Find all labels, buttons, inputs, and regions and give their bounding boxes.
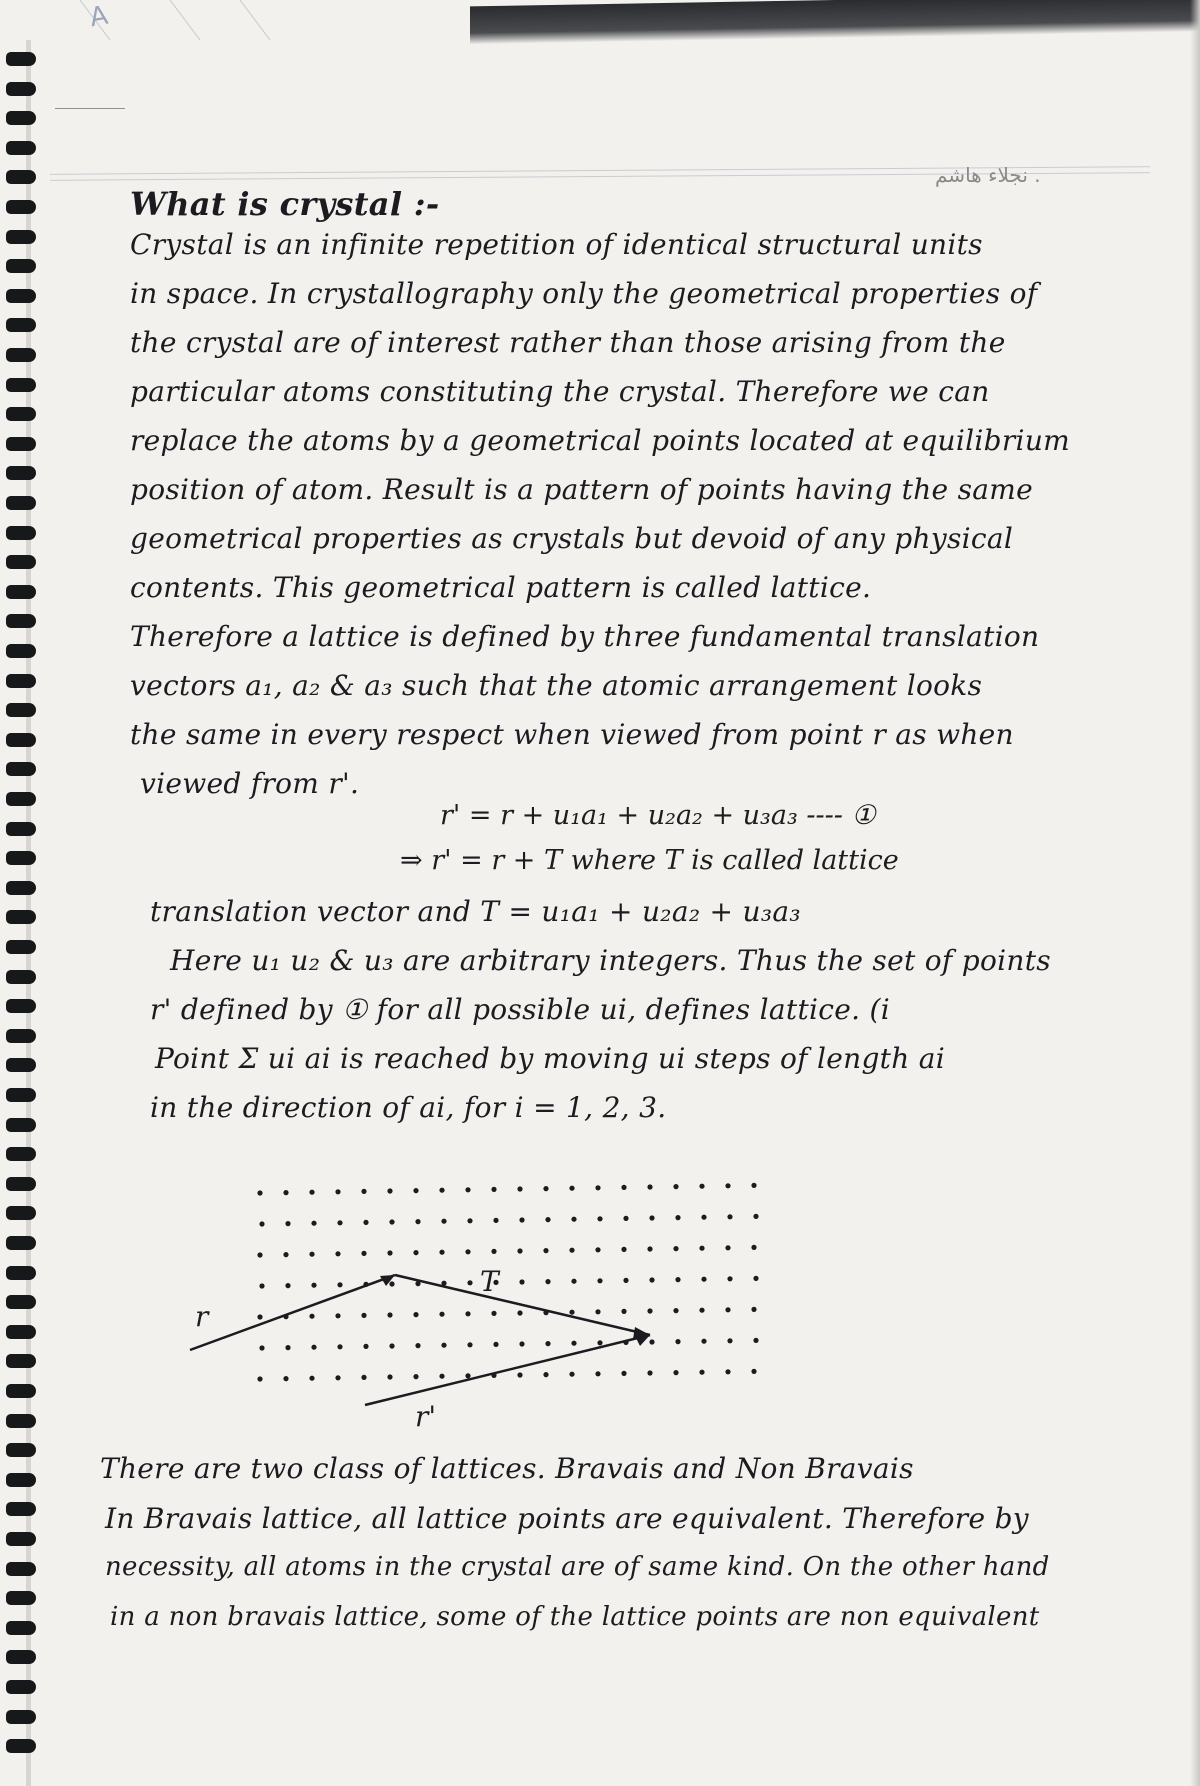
lattice-point bbox=[571, 1217, 576, 1222]
lattice-diagram bbox=[180, 1175, 840, 1425]
lattice-point bbox=[597, 1216, 602, 1221]
paragraph-line: in space. In crystallography only the geometrical properties of bbox=[130, 277, 1038, 310]
lattice-point bbox=[649, 1215, 654, 1220]
lattice-point bbox=[595, 1185, 600, 1190]
lattice-point bbox=[387, 1374, 392, 1379]
lattice-point bbox=[363, 1344, 368, 1349]
vector-r-arrow bbox=[190, 1275, 395, 1350]
lattice-point bbox=[283, 1376, 288, 1381]
lattice-point bbox=[675, 1215, 680, 1220]
corner-mark: A bbox=[87, 0, 111, 34]
vector-r-prime-arrowhead bbox=[635, 1335, 650, 1346]
lattice-point bbox=[751, 1369, 756, 1374]
lattice-point bbox=[311, 1283, 316, 1288]
label-r: r bbox=[195, 1300, 209, 1333]
lattice-point bbox=[753, 1214, 758, 1219]
lattice-point bbox=[439, 1312, 444, 1317]
lattice-point bbox=[623, 1216, 628, 1221]
lattice-point bbox=[259, 1221, 264, 1226]
lattice-point bbox=[699, 1308, 704, 1313]
paragraph-line: geometrical properties as crystals but devoid of any physical bbox=[130, 522, 1014, 555]
lattice-point bbox=[543, 1372, 548, 1377]
lattice-point bbox=[517, 1186, 522, 1191]
paragraph-line: There are two class of lattices. Bravais and Non Bravais bbox=[100, 1452, 914, 1485]
lattice-point bbox=[413, 1250, 418, 1255]
equation-1: r' = r + u₁a₁ + u₂a₂ + u₃a₃ ---- ① bbox=[440, 800, 876, 831]
paragraph-line: particular atoms constituting the crystal. Therefore we can bbox=[130, 375, 990, 408]
lattice-point bbox=[647, 1308, 652, 1313]
lattice-point bbox=[491, 1311, 496, 1316]
paragraph-line: Crystal is an infinite repetition of identical structural units bbox=[130, 228, 983, 261]
lattice-point bbox=[517, 1310, 522, 1315]
lattice-point bbox=[439, 1250, 444, 1255]
lattice-point bbox=[337, 1220, 342, 1225]
paragraph-line: in the direction of ai, for i = 1, 2, 3. bbox=[150, 1091, 667, 1124]
lattice-point bbox=[309, 1252, 314, 1257]
lattice-point bbox=[621, 1309, 626, 1314]
lattice-point bbox=[699, 1370, 704, 1375]
paragraph-line: the crystal are of interest rather than those arising from the bbox=[130, 326, 1006, 359]
lattice-point bbox=[569, 1372, 574, 1377]
lattice-point bbox=[389, 1219, 394, 1224]
lattice-point bbox=[647, 1370, 652, 1375]
paragraph-line: replace the atoms by a geometrical points located at equilibrium bbox=[130, 424, 1070, 457]
lattice-point bbox=[595, 1247, 600, 1252]
lattice-points bbox=[257, 1183, 758, 1382]
lattice-point bbox=[257, 1252, 262, 1257]
lattice-point bbox=[673, 1246, 678, 1251]
lattice-point bbox=[257, 1190, 262, 1195]
lattice-point bbox=[283, 1190, 288, 1195]
lattice-point bbox=[751, 1307, 756, 1312]
lattice-point bbox=[569, 1186, 574, 1191]
lattice-point bbox=[465, 1373, 470, 1378]
lattice-point bbox=[283, 1252, 288, 1257]
lattice-point bbox=[701, 1215, 706, 1220]
paragraph-line: the same in every respect when viewed from point r as when bbox=[130, 718, 1014, 751]
lattice-point bbox=[543, 1248, 548, 1253]
lattice-point bbox=[699, 1246, 704, 1251]
lattice-point bbox=[595, 1309, 600, 1314]
lattice-point bbox=[257, 1314, 262, 1319]
lattice-point bbox=[309, 1314, 314, 1319]
lattice-point bbox=[259, 1283, 264, 1288]
lattice-point bbox=[335, 1189, 340, 1194]
lattice-point bbox=[335, 1313, 340, 1318]
lattice-point bbox=[621, 1247, 626, 1252]
equation-2: ⇒ r' = r + T where T is called lattice bbox=[400, 845, 899, 876]
lattice-point bbox=[467, 1218, 472, 1223]
lattice-point bbox=[387, 1250, 392, 1255]
lattice-point bbox=[387, 1188, 392, 1193]
lattice-point bbox=[465, 1187, 470, 1192]
lattice-point bbox=[753, 1276, 758, 1281]
lattice-point bbox=[337, 1282, 342, 1287]
lattice-point bbox=[517, 1372, 522, 1377]
lattice-point bbox=[725, 1245, 730, 1250]
lattice-point bbox=[543, 1186, 548, 1191]
lattice-point bbox=[621, 1185, 626, 1190]
lattice-point bbox=[545, 1341, 550, 1346]
lattice-point bbox=[465, 1249, 470, 1254]
lattice-point bbox=[413, 1374, 418, 1379]
lattice-point bbox=[753, 1338, 758, 1343]
lattice-point bbox=[569, 1248, 574, 1253]
lattice-point bbox=[491, 1249, 496, 1254]
lattice-point bbox=[545, 1279, 550, 1284]
lattice-point bbox=[361, 1251, 366, 1256]
lattice-point bbox=[441, 1219, 446, 1224]
lattice-point bbox=[649, 1339, 654, 1344]
lattice-point bbox=[647, 1184, 652, 1189]
lattice-point bbox=[727, 1214, 732, 1219]
lattice-point bbox=[675, 1277, 680, 1282]
lattice-point bbox=[311, 1221, 316, 1226]
lattice-point bbox=[363, 1220, 368, 1225]
paragraph-line: translation vector and T = u₁a₁ + u₂a₂ + u₃a₃ bbox=[150, 895, 801, 928]
lattice-point bbox=[517, 1248, 522, 1253]
lattice-point bbox=[751, 1183, 756, 1188]
lattice-point bbox=[467, 1280, 472, 1285]
lattice-point bbox=[595, 1371, 600, 1376]
lattice-point bbox=[413, 1312, 418, 1317]
paragraph-line: Here u₁ u₂ & u₃ are arbitrary integers. Thus the set of points bbox=[170, 944, 1051, 977]
lattice-point bbox=[673, 1184, 678, 1189]
lattice-point bbox=[413, 1188, 418, 1193]
lattice-point bbox=[519, 1279, 524, 1284]
lattice-point bbox=[675, 1339, 680, 1344]
lattice-point bbox=[725, 1307, 730, 1312]
lattice-point bbox=[361, 1375, 366, 1380]
lattice-point bbox=[439, 1374, 444, 1379]
lattice-point bbox=[361, 1189, 366, 1194]
lattice-point bbox=[701, 1277, 706, 1282]
lattice-point bbox=[415, 1219, 420, 1224]
lattice-point bbox=[335, 1251, 340, 1256]
lattice-point bbox=[673, 1308, 678, 1313]
vector-r-prime-arrow bbox=[365, 1335, 650, 1405]
lattice-point bbox=[571, 1279, 576, 1284]
lattice-point bbox=[493, 1342, 498, 1347]
lattice-point bbox=[727, 1338, 732, 1343]
lattice-point bbox=[441, 1343, 446, 1348]
lattice-point bbox=[311, 1345, 316, 1350]
lattice-point bbox=[545, 1217, 550, 1222]
lattice-point bbox=[751, 1245, 756, 1250]
lattice-point bbox=[649, 1277, 654, 1282]
paragraph-line: position of atom. Result is a pattern of points having the same bbox=[130, 473, 1033, 506]
lattice-point bbox=[285, 1221, 290, 1226]
lattice-point bbox=[309, 1190, 314, 1195]
lattice-point bbox=[415, 1343, 420, 1348]
lattice-point bbox=[519, 1217, 524, 1222]
lattice-point bbox=[389, 1281, 394, 1286]
lattice-point bbox=[597, 1340, 602, 1345]
lattice-point bbox=[725, 1369, 730, 1374]
lattice-point bbox=[257, 1376, 262, 1381]
lattice-point bbox=[569, 1310, 574, 1315]
label-r-prime: r' bbox=[415, 1400, 437, 1433]
lattice-point bbox=[259, 1345, 264, 1350]
paragraph-line: in a non bravais lattice, some of the lattice points are non equivalent bbox=[110, 1602, 1040, 1632]
paragraph-line: In Bravais lattice, all lattice points are equivalent. Therefore by bbox=[105, 1502, 1029, 1535]
lattice-point bbox=[725, 1183, 730, 1188]
paragraph-line: contents. This geometrical pattern is called lattice. bbox=[130, 571, 872, 604]
lattice-point bbox=[623, 1278, 628, 1283]
label-T: T bbox=[480, 1265, 499, 1298]
corner-note: نجلاء هاشم . bbox=[935, 163, 1041, 187]
page-title: What is crystal :- bbox=[130, 185, 440, 223]
lattice-point bbox=[491, 1187, 496, 1192]
lattice-point bbox=[493, 1218, 498, 1223]
lattice-point bbox=[387, 1312, 392, 1317]
lattice-point bbox=[309, 1376, 314, 1381]
paragraph-line: vectors a₁, a₂ & a₃ such that the atomic arrangement looks bbox=[130, 669, 983, 702]
lattice-point bbox=[337, 1344, 342, 1349]
lattice-point bbox=[727, 1276, 732, 1281]
lattice-point bbox=[621, 1371, 626, 1376]
lattice-point bbox=[465, 1311, 470, 1316]
lattice-point bbox=[285, 1345, 290, 1350]
lattice-point bbox=[519, 1341, 524, 1346]
lattice-point bbox=[673, 1370, 678, 1375]
paragraph-line: Point Σ ui ai is reached by moving ui steps of length ai bbox=[155, 1042, 946, 1075]
lattice-point bbox=[571, 1341, 576, 1346]
lattice-point bbox=[467, 1342, 472, 1347]
paragraph-line: Therefore a lattice is defined by three fundamental translation bbox=[130, 620, 1040, 653]
paragraph-line: r' defined by ① for all possible ui, defines lattice. (i bbox=[150, 993, 891, 1026]
lattice-point bbox=[285, 1283, 290, 1288]
lattice-point bbox=[597, 1278, 602, 1283]
lattice-point bbox=[335, 1375, 340, 1380]
lattice-point bbox=[439, 1188, 444, 1193]
paragraph-line: necessity, all atoms in the crystal are of same kind. On the other hand bbox=[105, 1552, 1050, 1582]
lattice-point bbox=[701, 1339, 706, 1344]
lattice-point bbox=[647, 1246, 652, 1251]
lattice-point bbox=[699, 1184, 704, 1189]
lattice-point bbox=[361, 1313, 366, 1318]
lattice-point bbox=[389, 1343, 394, 1348]
paragraph-line: viewed from r'. bbox=[140, 767, 360, 800]
